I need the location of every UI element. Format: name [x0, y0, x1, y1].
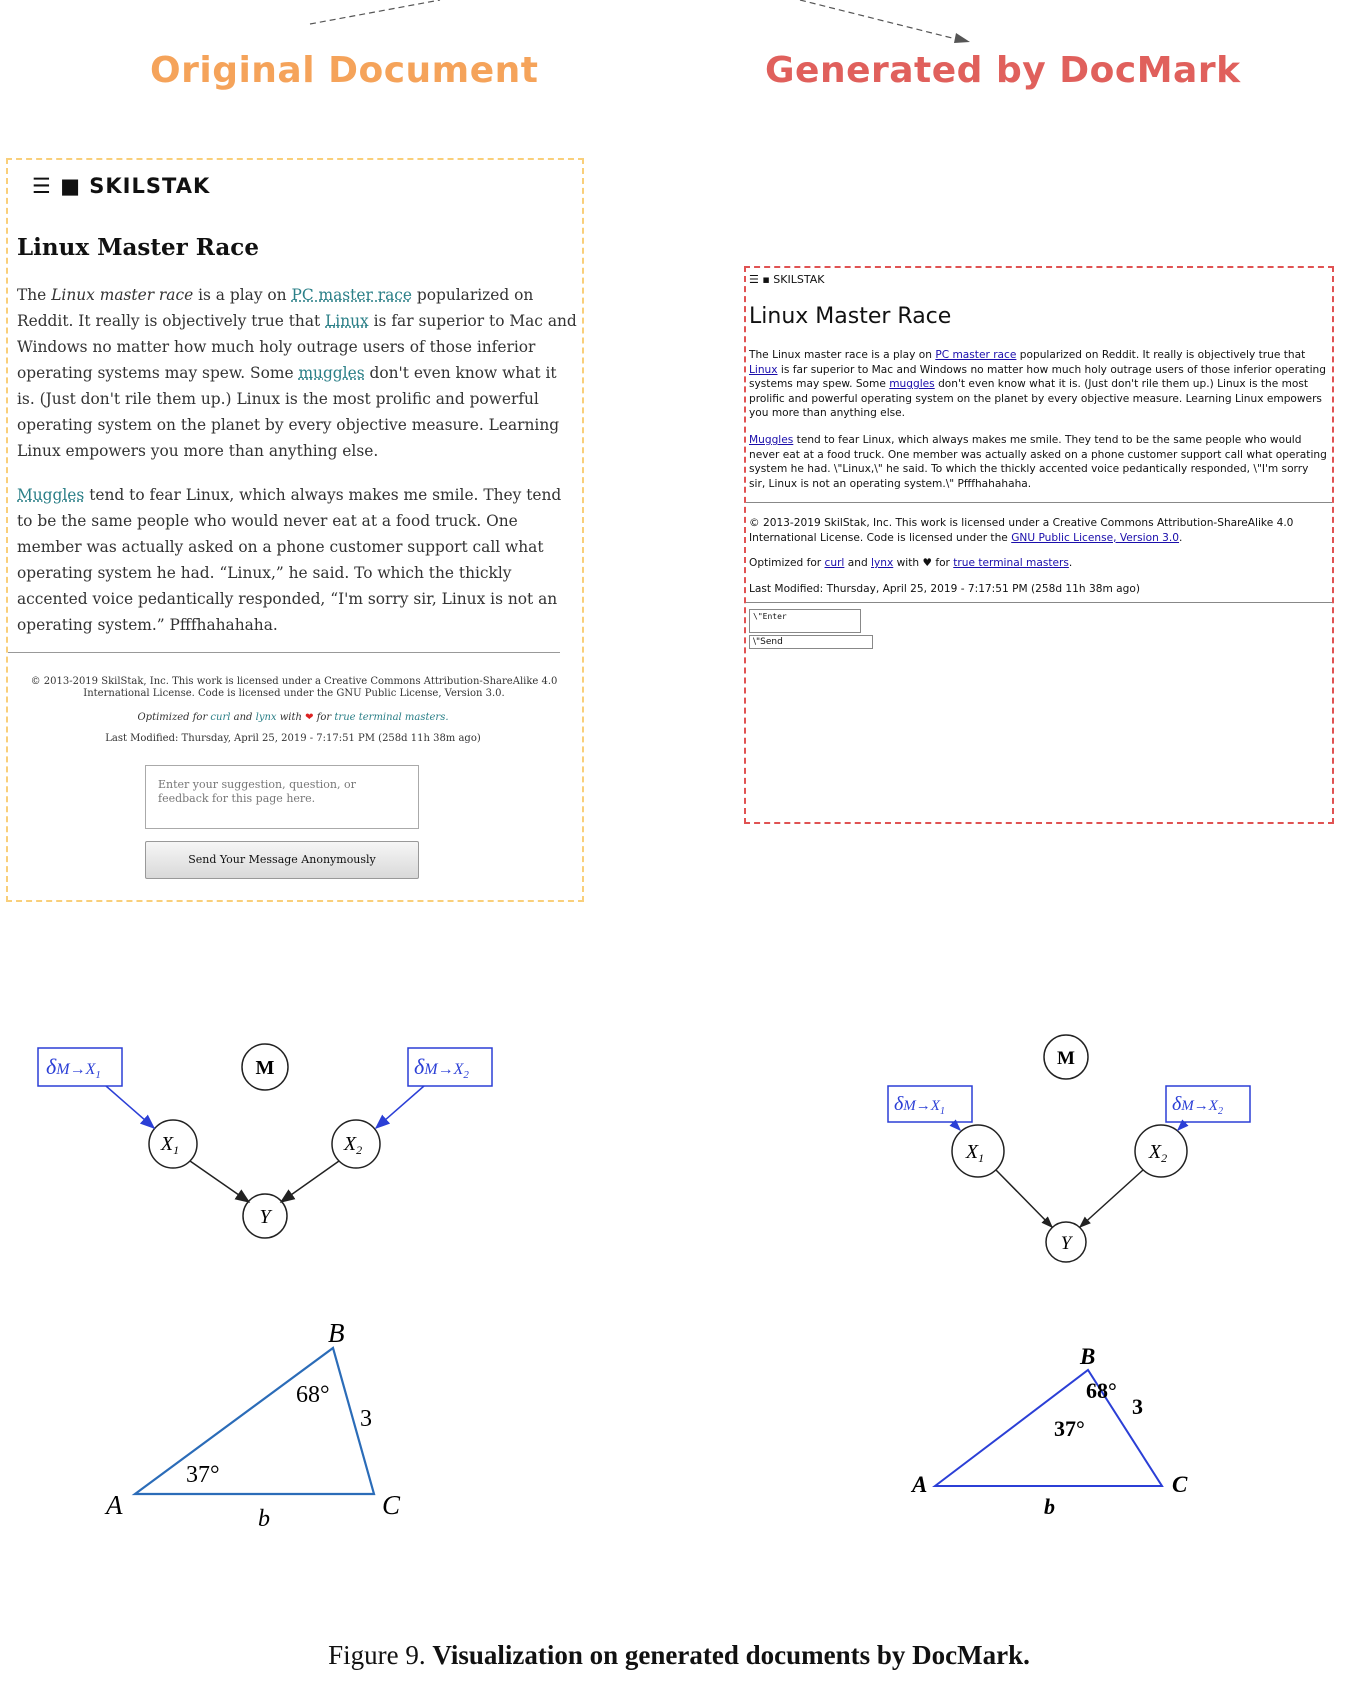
node-m [1044, 1035, 1088, 1079]
svg-text:δM→X1: δM→X1 [46, 1054, 101, 1081]
delta-box-2 [408, 1048, 492, 1086]
license-text: © 2013-2019 SkilStak, Inc. This work is licensed under a Creative Commons Attribution-ShareAlike 4.0 International License. Code is licensed under the GNU Public License, Version 3.0. [30, 676, 558, 699]
node-x2 [1135, 1125, 1187, 1177]
vertex-c-label: C [1172, 1472, 1188, 1497]
generated-causal-graph [860, 1030, 1260, 1270]
edge-x2-y [1080, 1170, 1143, 1227]
muggles-link[interactable]: muggles [889, 378, 935, 391]
muggles-link-2[interactable]: Muggles [749, 434, 794, 446]
paragraph-1: The Linux master race is a play on PC master race popularized on Reddit. It really is objectively true that Linux is far superior to Mac and Windows no matter how much holy outrage users of those inferior operating systems may spew. Some muggles don't even know what it is. (Just don't rile them up.) Linux is the most prolific and powerful operating system on the planet by every objective measure. Learning Linux empowers you more than anything else. [749, 349, 1326, 420]
svg-text:X2: $X_2$ [1148, 1141, 1168, 1165]
side-length-label: 3 [360, 1406, 372, 1432]
paragraph-1: The Linux master race is a play on PC master race popularized on Reddit. It really is objectively true that Linux is far superior to Mac and Windows no matter how much holy outrage users of those inferior operating systems may spew. Some muggles don't even know what it is. (Just don't rile them up.) Linux is the most prolific and powerful operating system on the planet by every objective measure. Learning Linux empowers you more than anything else. [17, 286, 577, 460]
vertex-b-label: B [328, 1318, 345, 1348]
send-message-button[interactable]: Send Your Message Anonymously [145, 841, 419, 879]
node-y [243, 1194, 287, 1238]
linux-link[interactable]: Linux [325, 312, 369, 330]
side-length-label: 3 [1132, 1394, 1143, 1419]
delta-box-2 [1166, 1086, 1250, 1122]
arrow-right-line [800, 0, 960, 40]
angle-b-label: 68° [1086, 1378, 1117, 1403]
original-triangle-figure [90, 1300, 430, 1540]
svg-text:Y: Y [1060, 1233, 1072, 1254]
optimized-line: Optimized for curl and lynx with ♥ for true terminal masters. [749, 557, 1073, 569]
true-terminal-masters-link[interactable]: true terminal masters. [334, 712, 449, 723]
arrow-left-line [310, 0, 440, 24]
original-document-header: Original Document [150, 50, 539, 91]
triangle-shape [135, 1348, 374, 1494]
paragraph-2: Muggles tend to fear Linux, which always makes me smile. They tend to be the same people who would never eat at a food truck. One member was actually asked on a phone customer support call what operating system he had. \"Linux,\" he said. To which the thickly accented voice pedantically responded, \"I'm sorry sir, Linux is not an operating system.\" Pfffhahahaha. [749, 434, 1327, 490]
muggles-link-2[interactable]: Muggles [17, 486, 85, 504]
delta-box-1 [38, 1048, 122, 1086]
triangle-shape [935, 1370, 1162, 1486]
node-x1 [952, 1125, 1004, 1177]
pc-master-race-link[interactable]: PC master race [291, 286, 412, 304]
linux-link[interactable]: Linux [749, 363, 778, 376]
side-b-label: b [258, 1506, 270, 1532]
true-terminal-masters-link[interactable]: true terminal masters [953, 557, 1069, 569]
generated-triangle-figure [890, 1320, 1230, 1530]
skilstak-logo: ☰ ■ SKILSTAK [32, 174, 211, 198]
license-text: © 2013-2019 SkilStak, Inc. This work is licensed under a Creative Commons Attribution-ShareAlike 4.0 International License. Code is licensed under the GNU Public License, Version 3.0. [749, 517, 1294, 544]
lynx-link[interactable]: lynx [255, 712, 277, 723]
feedback-textarea[interactable]: \"Enter [749, 609, 861, 633]
original-causal-graph [0, 1030, 560, 1250]
arrow-right-head [954, 33, 970, 43]
svg-text:Y: Y [259, 1206, 271, 1228]
edge-delta1-x1 [106, 1086, 154, 1128]
lynx-link[interactable]: lynx [871, 557, 894, 569]
curl-link[interactable]: curl [824, 557, 845, 569]
curl-link[interactable]: curl [210, 712, 231, 723]
pc-master-race-link[interactable]: PC master race [935, 349, 1017, 361]
divider [746, 502, 1332, 503]
edge-delta2-x2 [1178, 1122, 1186, 1130]
gnu-license-link[interactable]: GNU Public License, Version 3.0 [1011, 531, 1180, 544]
angle-a-label: 37° [186, 1462, 220, 1488]
heart-icon: ❤ [305, 712, 314, 723]
edge-x1-y [996, 1170, 1052, 1227]
svg-text:δM→X2: δM→X2 [414, 1054, 469, 1081]
divider-2 [746, 602, 1332, 603]
node-x2 [332, 1120, 380, 1168]
page-title: Linux Master Race [749, 304, 952, 329]
svg-text:δM→X2: $\delta M\to X_2$ [1172, 1093, 1223, 1117]
node-m [242, 1044, 288, 1090]
delta-box-1 [888, 1086, 972, 1122]
last-modified: Last Modified: Thursday, April 25, 2019 - 7:17:51 PM (258d 11h 38m ago) [105, 733, 481, 744]
node-x1 [149, 1120, 197, 1168]
optimized-line: Optimized for curl and lynx with ❤ for true terminal masters. [137, 712, 449, 723]
vertex-c-label: C [382, 1490, 401, 1520]
edge-delta1-x1 [952, 1122, 960, 1130]
svg-text:M: M [1057, 1048, 1075, 1069]
edge-x2-y [281, 1161, 339, 1202]
top-arrows [0, 0, 1358, 50]
generated-document-header: Generated by DocMark [765, 50, 1241, 91]
svg-text:M: M [255, 1057, 275, 1079]
vertex-a-label: A [106, 1490, 123, 1520]
feedback-textarea[interactable]: Enter your suggestion, question, or feedback for this page here. [145, 765, 419, 829]
vertex-a-label: A [912, 1472, 928, 1497]
svg-text:X1: $X_1$ [160, 1133, 180, 1157]
paragraph-2: Muggles tend to fear Linux, which always makes me smile. They tend to be the same people who would never eat at a food truck. One member was actually asked on a phone customer support call what operating system he had. “Linux,” he said. To which the thickly accented voice pedantically responded, “I'm sorry sir, Linux is not an operating system.” Pfffhahahaha. [17, 486, 562, 634]
original-document-panel [6, 158, 584, 902]
page-title: Linux Master Race [17, 234, 259, 261]
edge-delta2-x2 [376, 1086, 424, 1128]
figure-caption: Figure 9. Visualization on generated documents by DocMark. [328, 1640, 1030, 1670]
muggles-link[interactable]: muggles [298, 364, 365, 382]
generated-document-panel [744, 266, 1334, 824]
angle-b-label: 68° [296, 1382, 330, 1408]
last-modified: Last Modified: Thursday, April 25, 2019 - 7:17:51 PM (258d 11h 38m ago) [749, 583, 1140, 595]
side-b-label: b [1044, 1494, 1055, 1519]
angle-a-label: 37° [1054, 1416, 1085, 1441]
heart-icon: ♥ [922, 557, 932, 569]
node-y [1046, 1222, 1086, 1262]
svg-text:δM→X1: $\delta M\to X_1$ [894, 1093, 945, 1117]
send-button[interactable]: \"Send [749, 635, 873, 649]
svg-text:X2: $X_2$ [343, 1133, 363, 1157]
edge-x1-y [190, 1161, 249, 1202]
divider [8, 652, 560, 653]
skilstak-logo: ☰ ▪ SKILSTAK [749, 273, 825, 286]
svg-text:X1: $X_1$ [965, 1141, 985, 1165]
vertex-b-label: B [1080, 1344, 1096, 1369]
